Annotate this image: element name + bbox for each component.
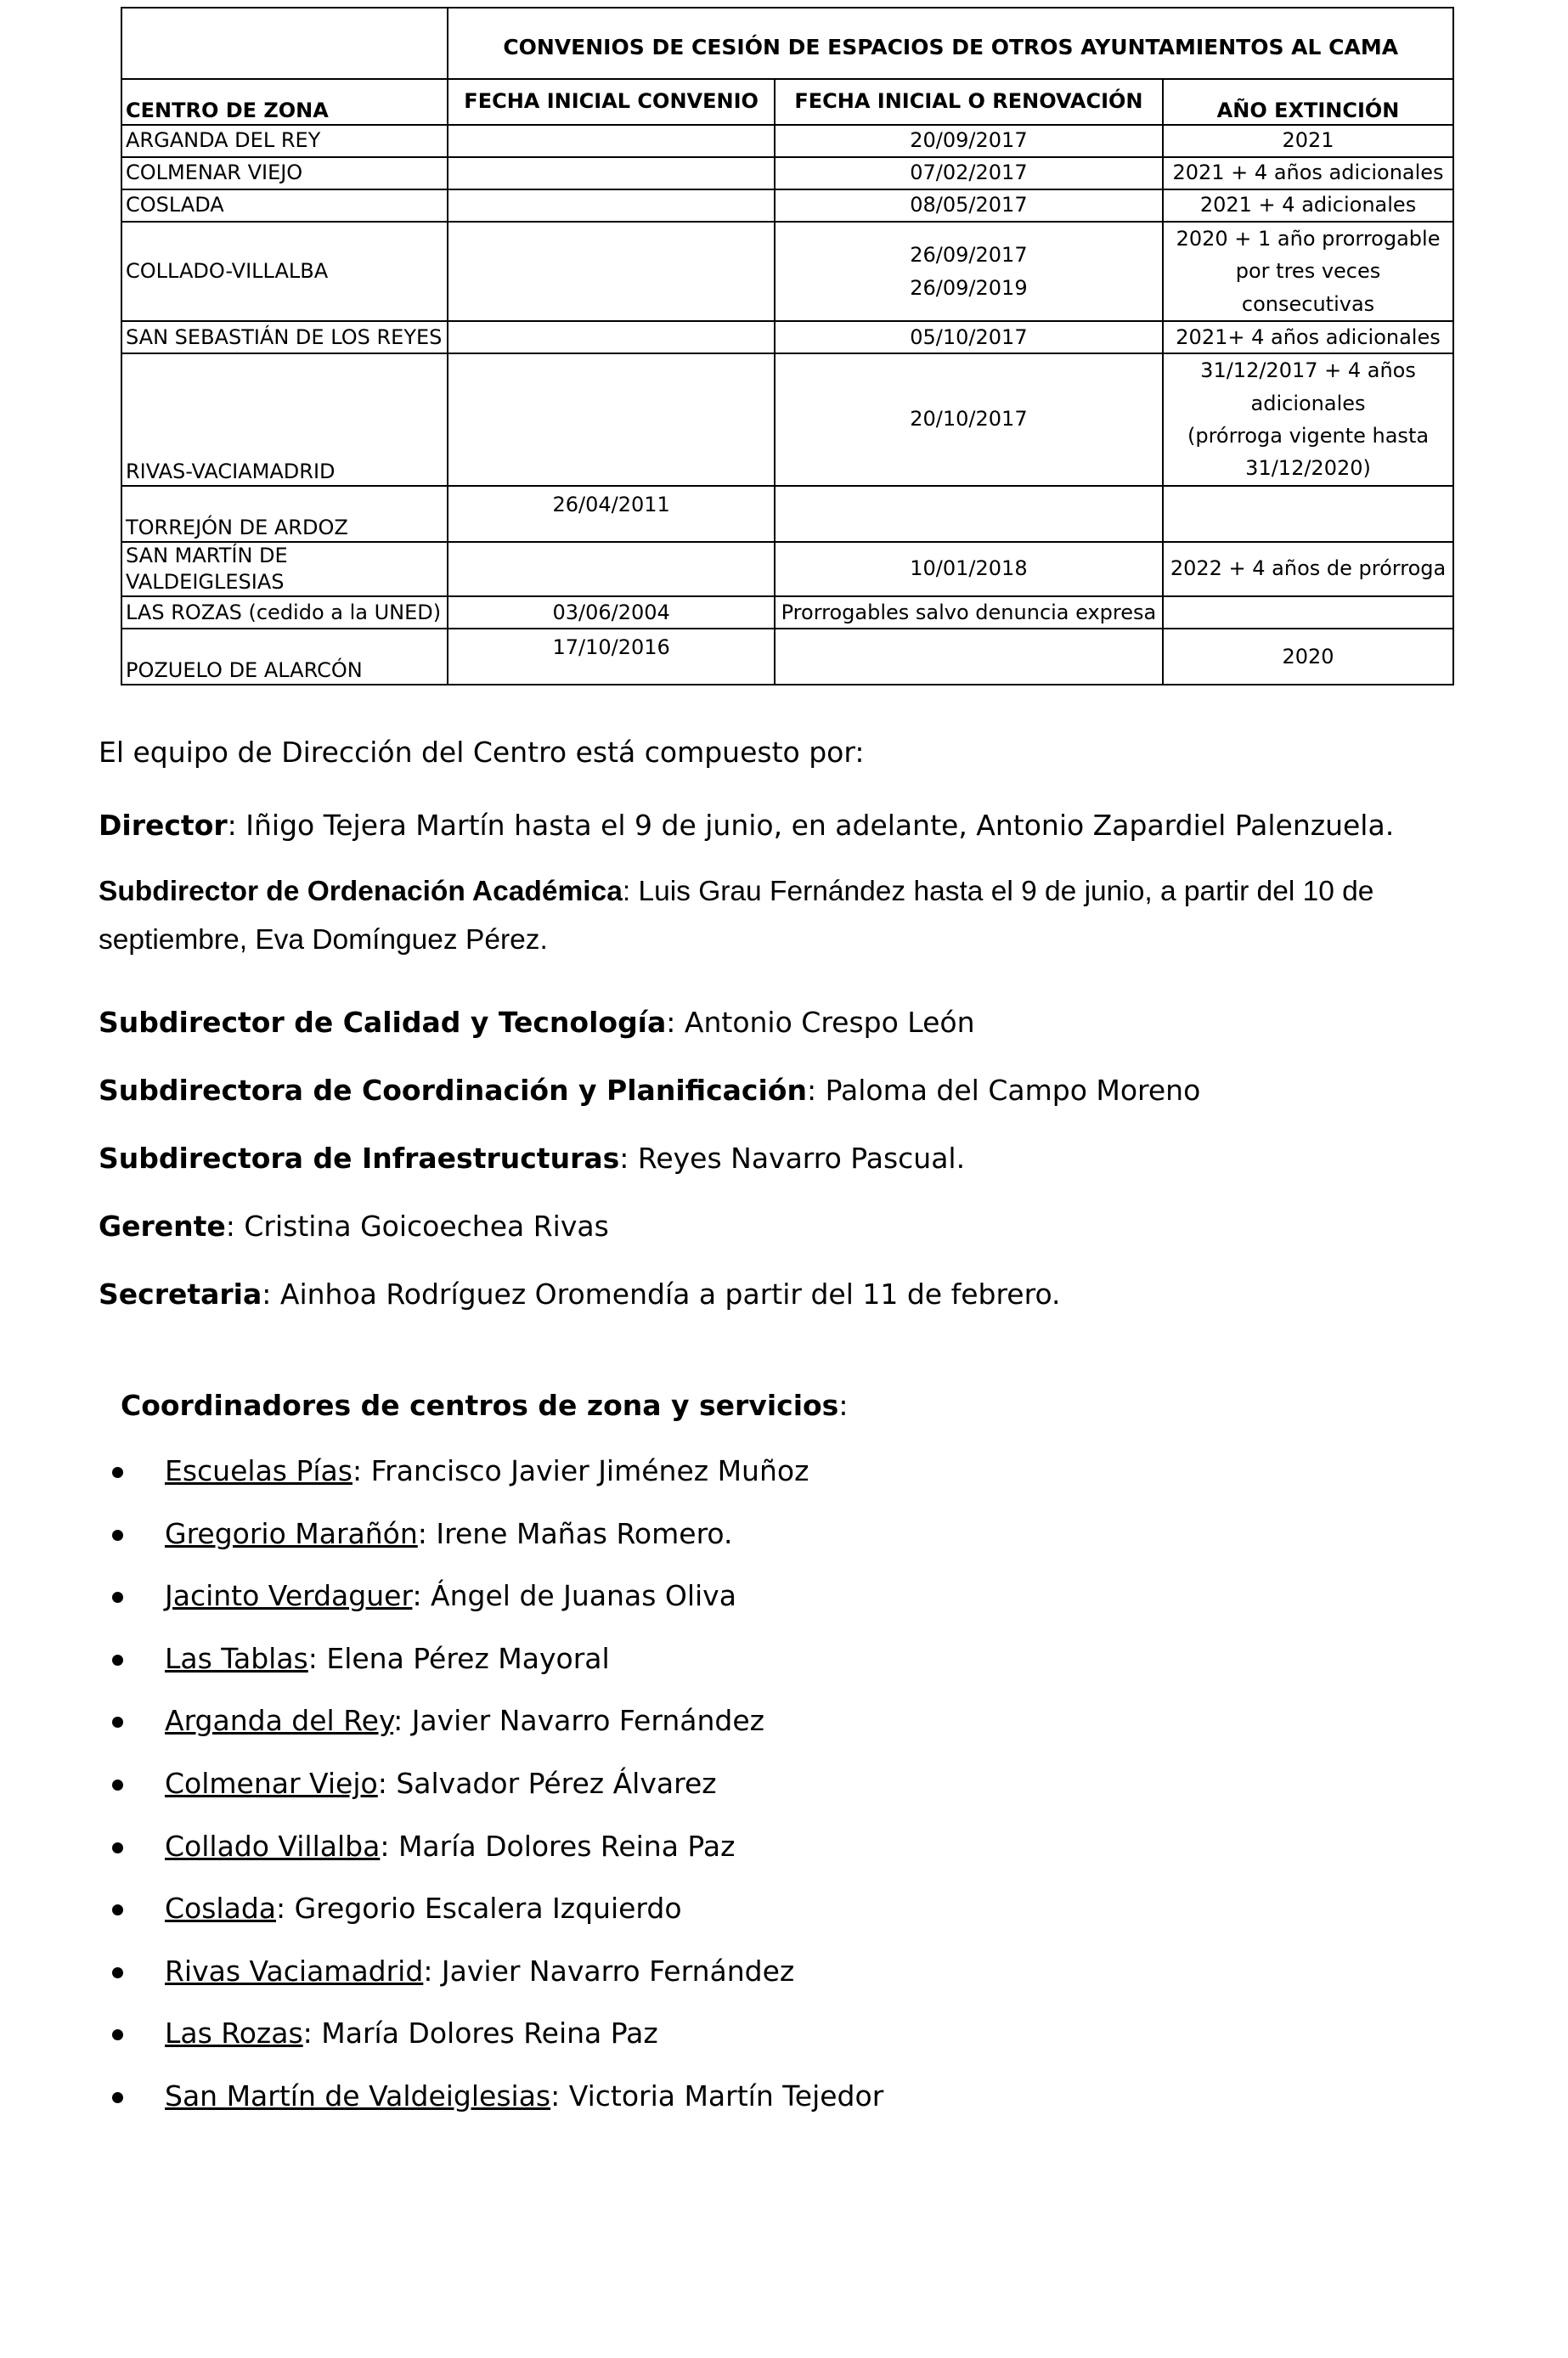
direction-item — [99, 1002, 1475, 1043]
list-item — [0, 1579, 883, 1642]
direction-role: Subdirector de Ordenación Académica — [99, 876, 623, 907]
bullet-icon — [112, 2029, 123, 2040]
list-item — [0, 1955, 883, 2017]
cell-zone: COLMENAR VIEJO — [121, 157, 448, 189]
cell-initial — [448, 157, 774, 189]
cell-extinction — [1163, 353, 1453, 486]
coordinator-center: Las Rozas — [165, 2017, 303, 2051]
bullet-icon — [112, 1842, 123, 1853]
cell-renewal: Prorrogables salvo denuncia expresa — [775, 596, 1163, 629]
cell-zone: RIVAS-VACIAMADRID — [121, 353, 448, 486]
coordinators-title-text: Coordinadores de centros de zona y servicios — [121, 1389, 839, 1422]
bullet-icon — [112, 1467, 123, 1478]
table-header-row — [121, 79, 1453, 125]
coordinator-name: : Javier Navarro Fernández — [423, 1954, 795, 1988]
list-item — [0, 1517, 883, 1580]
direction-item — [99, 1070, 1475, 1111]
bullet-icon — [112, 2092, 123, 2103]
cell-renewal-line: 26/09/2019 — [910, 275, 1028, 300]
list-item — [0, 1704, 883, 1767]
bullet-icon — [112, 1530, 123, 1541]
list-item — [0, 2017, 883, 2079]
coordinator-center: Gregorio Marañón — [165, 1516, 418, 1550]
cell-renewal: 20/09/2017 — [775, 125, 1163, 157]
cell-extinction-line: 31/12/2017 + 4 años — [1200, 358, 1416, 383]
cell-extinction-line: 31/12/2020) — [1245, 456, 1371, 481]
table-row — [121, 353, 1453, 486]
coordinator-center: San Martín de Valdeiglesias — [165, 2079, 551, 2113]
cell-zone: SAN SEBASTIÁN DE LOS REYES — [121, 321, 448, 353]
cell-initial — [448, 222, 774, 321]
coordinator-center: Collado Villalba — [165, 1829, 381, 1863]
coordinator-name: : María Dolores Reina Paz — [380, 1829, 736, 1863]
cell-renewal — [775, 486, 1163, 542]
coordinator-center: Arganda del Rey — [165, 1704, 394, 1738]
direction-item — [99, 805, 1475, 846]
coordinator-name: : Francisco Javier Jiménez Muñoz — [352, 1454, 809, 1487]
table-row — [121, 189, 1453, 222]
coordinators-title-colon: : — [838, 1389, 849, 1422]
direction-item — [99, 1206, 1475, 1247]
table-title-row — [121, 8, 1453, 79]
cell-initial — [448, 542, 774, 596]
direction-item — [99, 1274, 1475, 1315]
direction-item — [99, 868, 1458, 965]
table-title: CONVENIOS DE CESIÓN DE ESPACIOS DE OTROS AYUNTAMIENTOS AL CAMA — [448, 8, 1453, 79]
coordinator-name: : Victoria Martín Tejedor — [550, 2079, 884, 2113]
bullet-icon — [112, 1717, 123, 1728]
direction-person: : Iñigo Tejera Martín hasta el 9 de junio, en adelante, Antonio Zapardiel Palenzuela. — [227, 809, 1395, 842]
cell-extinction: 2022 + 4 años de prórroga — [1163, 542, 1453, 596]
coordinator-name: : Gregorio Escalera Izquierdo — [276, 1892, 682, 1926]
bullet-icon — [112, 1967, 123, 1978]
direction-role: Secretaria — [99, 1278, 262, 1311]
cell-initial — [448, 125, 774, 157]
header-extinction: AÑO EXTINCIÓN — [1163, 79, 1453, 125]
bullet-icon — [112, 1904, 123, 1915]
coordinator-name: : Salvador Pérez Álvarez — [377, 1766, 717, 1800]
bullet-icon — [112, 1780, 123, 1791]
header-zone: CENTRO DE ZONA — [121, 79, 448, 125]
cell-initial: 03/06/2004 — [448, 596, 774, 629]
cell-extinction-line: adicionales — [1250, 391, 1366, 415]
table-row — [121, 486, 1453, 542]
cell-extinction-line: (prórroga vigente hasta — [1187, 423, 1430, 448]
direction-person: : Ainhoa Rodríguez Oromendía a partir del 11 de febrero. — [262, 1278, 1061, 1311]
cell-extinction: 2020 — [1163, 629, 1453, 685]
direction-person: : Paloma del Campo Moreno — [806, 1074, 1201, 1107]
direction-person: : Reyes Navarro Pascual. — [619, 1142, 966, 1175]
cell-renewal: 05/10/2017 — [775, 321, 1163, 353]
cell-renewal — [775, 222, 1163, 321]
cell-zone: COSLADA — [121, 189, 448, 222]
intro-text: El equipo de Dirección del Centro está compuesto por: — [99, 736, 865, 769]
cell-renewal: 07/02/2017 — [775, 157, 1163, 189]
table-row — [121, 222, 1453, 321]
direction-role: Director — [99, 809, 228, 842]
coordinator-center: Colmenar Viejo — [165, 1766, 378, 1800]
direction-role: Subdirectora de Coordinación y Planificación — [99, 1074, 807, 1107]
cell-zone: TORREJÓN DE ARDOZ — [121, 486, 448, 542]
cell-renewal: 10/01/2018 — [775, 542, 1163, 596]
list-item — [0, 1767, 883, 1830]
cell-extinction-line: por tres veces consecutivas — [1235, 259, 1381, 316]
direction-person: : Luis Grau Fernández hasta el 9 de junio, a partir del 10 de septiembre, Eva Domínguez Pérez. — [99, 876, 1374, 956]
cell-initial: 26/04/2011 — [448, 486, 774, 542]
cell-extinction — [1163, 222, 1453, 321]
cell-zone: ARGANDA DEL REY — [121, 125, 448, 157]
list-item — [0, 1892, 883, 1955]
bullet-icon — [112, 1655, 123, 1666]
cell-initial: 17/10/2016 — [448, 629, 774, 685]
coordinator-name: : María Dolores Reina Paz — [302, 2017, 658, 2051]
cell-extinction: 2021 — [1163, 125, 1453, 157]
coordinator-name: : Elena Pérez Mayoral — [307, 1641, 610, 1675]
table-empty-cell — [121, 8, 448, 79]
direction-person: : Antonio Crespo León — [666, 1006, 975, 1039]
cell-renewal: 08/05/2017 — [775, 189, 1163, 222]
coordinator-name: : Irene Mañas Romero. — [417, 1516, 733, 1550]
cell-extinction: 2021 + 4 adicionales — [1163, 189, 1453, 222]
cell-extinction-line: 2020 + 1 año prorrogable — [1176, 227, 1441, 251]
table-row — [121, 321, 1453, 353]
coordinator-name: : Javier Navarro Fernández — [393, 1704, 764, 1738]
cell-initial — [448, 353, 774, 486]
list-item — [0, 1830, 883, 1893]
direction-item — [99, 1138, 1475, 1179]
cell-extinction: 2021+ 4 años adicionales — [1163, 321, 1453, 353]
cell-extinction: 2021 + 4 años adicionales — [1163, 157, 1453, 189]
table-row — [121, 125, 1453, 157]
table-row — [121, 157, 1453, 189]
list-item — [0, 2079, 883, 2142]
bullet-icon — [112, 1592, 123, 1603]
cell-renewal-line: 26/09/2017 — [910, 243, 1028, 268]
table-row — [121, 542, 1453, 596]
cell-zone: COLLADO-VILLALBA — [121, 222, 448, 321]
cell-extinction — [1163, 596, 1453, 629]
table-row — [121, 596, 1453, 629]
cell-initial — [448, 189, 774, 222]
list-item — [0, 1454, 883, 1517]
direction-role: Subdirector de Calidad y Tecnología — [99, 1006, 667, 1039]
coordinator-center: Escuelas Pías — [165, 1454, 353, 1487]
coordinators-title — [121, 1389, 848, 1422]
table-row — [121, 629, 1453, 685]
cell-zone: LAS ROZAS (cedido a la UNED) — [121, 596, 448, 629]
direction-role: Subdirectora de Infraestructuras — [99, 1142, 620, 1175]
coordinator-center: Coslada — [165, 1892, 276, 1926]
agreements-table — [121, 7, 1454, 685]
cell-extinction — [1163, 486, 1453, 542]
direction-person: : Cristina Goicoechea Rivas — [225, 1210, 609, 1243]
coordinator-name: : Ángel de Juanas Oliva — [412, 1579, 736, 1613]
cell-zone: SAN MARTÍN DE VALDEIGLESIAS — [121, 542, 448, 596]
direction-role: Gerente — [99, 1210, 226, 1243]
coordinator-center: Las Tablas — [165, 1641, 308, 1675]
cell-renewal — [775, 629, 1163, 685]
coordinator-center: Rivas Vaciamadrid — [165, 1954, 424, 1988]
cell-renewal: 20/10/2017 — [775, 353, 1163, 486]
cell-initial — [448, 321, 774, 353]
header-renewal: FECHA INICIAL O RENOVACIÓN — [775, 79, 1163, 125]
coordinators-list — [0, 1454, 883, 2142]
cell-zone: POZUELO DE ALARCÓN — [121, 629, 448, 685]
coordinator-center: Jacinto Verdaguer — [165, 1579, 413, 1613]
list-item — [0, 1642, 883, 1705]
header-initial: FECHA INICIAL CONVENIO — [448, 79, 774, 125]
